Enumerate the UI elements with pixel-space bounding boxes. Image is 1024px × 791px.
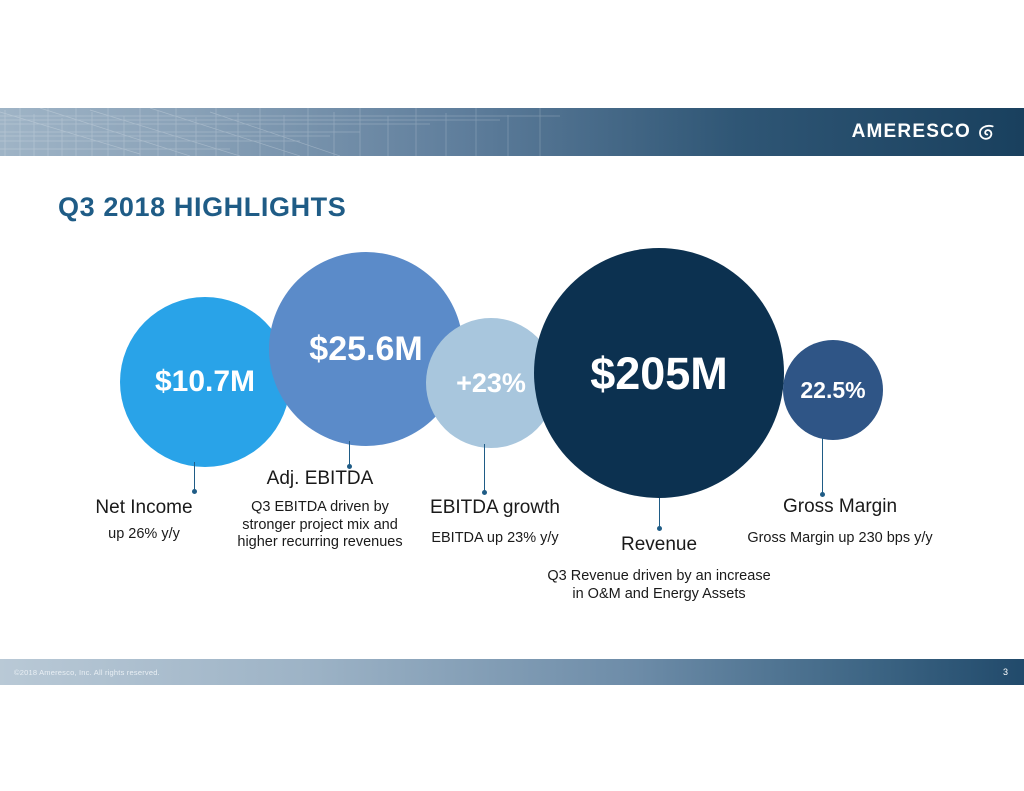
connector-ebitda-growth [484,444,485,492]
bubble-gross-margin [783,340,883,440]
bubble-adj-ebitda [269,252,463,446]
footer-copyright: ©2018 Ameresco, Inc. All rights reserved. [14,668,160,677]
caption-label-revenue: Revenue [620,534,698,555]
bubble-value-revenue: $205M [590,347,728,399]
caption-detail-revenue: Q3 Revenue driven by an increase in O&M and Energy Assets [547,568,771,602]
footer-page-number: 3 [1002,667,1008,677]
bubble-revenue [534,248,784,498]
caption-detail-ebitda-growth: EBITDA up 23% y/y [431,530,559,546]
caption-detail-net-income: up 26% y/y [108,526,180,542]
brand-name: AMERESCO [851,121,971,142]
connector-adj-ebitda [349,441,350,466]
bubble-value-adj-ebitda: $25.6M [309,330,423,368]
connector-dot-ebitda-growth [482,490,487,495]
page-title: Q3 2018 HIGHLIGHTS [58,192,347,222]
caption-detail-gross-margin: Gross Margin up 230 bps y/y [747,530,933,546]
brand-logo [852,108,996,156]
caption-detail-adj-ebitda: Q3 EBITDA driven by stronger project mix and higher recurring revenues [237,499,403,551]
header-band [0,108,1024,156]
header-texture-graphic [0,108,560,156]
caption-label-net-income: Net Income [95,497,193,518]
connector-gross-margin [822,438,823,494]
bubble-net-income [120,297,290,467]
connector-dot-revenue [657,526,662,531]
leaf-swirl-icon [977,123,996,142]
caption-label-adj-ebitda: Adj. EBITDA [266,468,374,489]
bubble-value-net-income: $10.7M [154,365,256,398]
bubble-value-gross-margin: 22.5% [800,376,866,403]
bubble-value-ebitda-growth: +23% [456,367,526,398]
connector-revenue [659,498,660,528]
caption-label-ebitda-growth: EBITDA growth [430,497,560,518]
caption-label-gross-margin: Gross Margin [782,496,898,517]
